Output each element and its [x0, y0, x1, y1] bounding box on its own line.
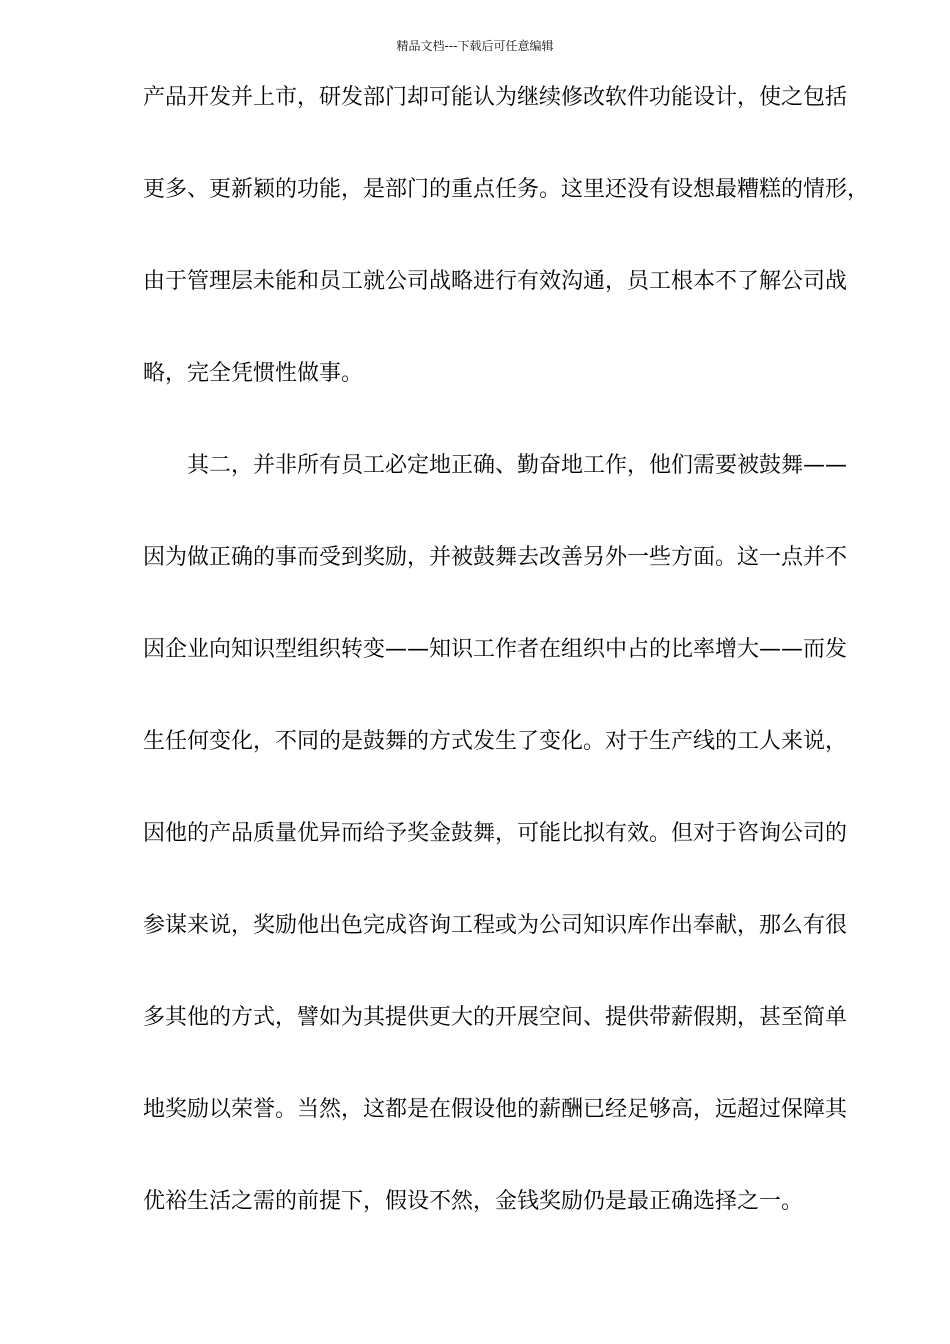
document-body: [143, 76, 871, 1272]
text-line: 因他的产品质量优异而给予奖金鼓舞，可能比拟有效。但对于咨询公司的: [143, 821, 848, 846]
text-line: 因企业向知识型组织转变——知识工作者在组织中占的比率增大——而发: [143, 637, 848, 662]
text-line: 由于管理层未能和员工就公司战略进行有效沟通，员工根本不了解公司战: [143, 269, 848, 294]
text-line: 参谋来说，奖励他出色完成咨询工程或为公司知识库作出奉献，那么有很: [143, 913, 848, 938]
text-line: 多其他的方式，譬如为其提供更大的开展空间、提供带薪假期，甚至简单: [143, 1005, 848, 1030]
text-line: 优裕生活之需的前提下，假设不然，金钱奖励仍是最正确选择之一。: [143, 1189, 804, 1214]
text-line: 产品开发并上市，研发部门却可能认为继续修改软件功能设计，使之包括: [143, 85, 848, 110]
text-line: 因为做正确的事而受到奖励，并被鼓舞去改善另外一些方面。这一点并不: [143, 545, 848, 570]
text-line: 更多、更新颖的功能，是部门的重点任务。这里还没有设想最糟糕的情形，: [143, 177, 870, 202]
text-line: 生任何变化，不同的是鼓舞的方式发生了变化。对于生产线的工人来说，: [143, 729, 848, 754]
paragraph-start-line: 其二，并非所有员工必定地正确、勤奋地工作，他们需要被鼓舞——: [187, 453, 848, 478]
text-line: 略，完全凭惯性做事。: [143, 361, 364, 386]
text-line: 地奖励以荣誉。当然，这都是在假设他的薪酬已经足够高，远超过保障其: [143, 1097, 848, 1122]
page-header: 精品文档---下载后可任意编辑: [396, 39, 554, 53]
